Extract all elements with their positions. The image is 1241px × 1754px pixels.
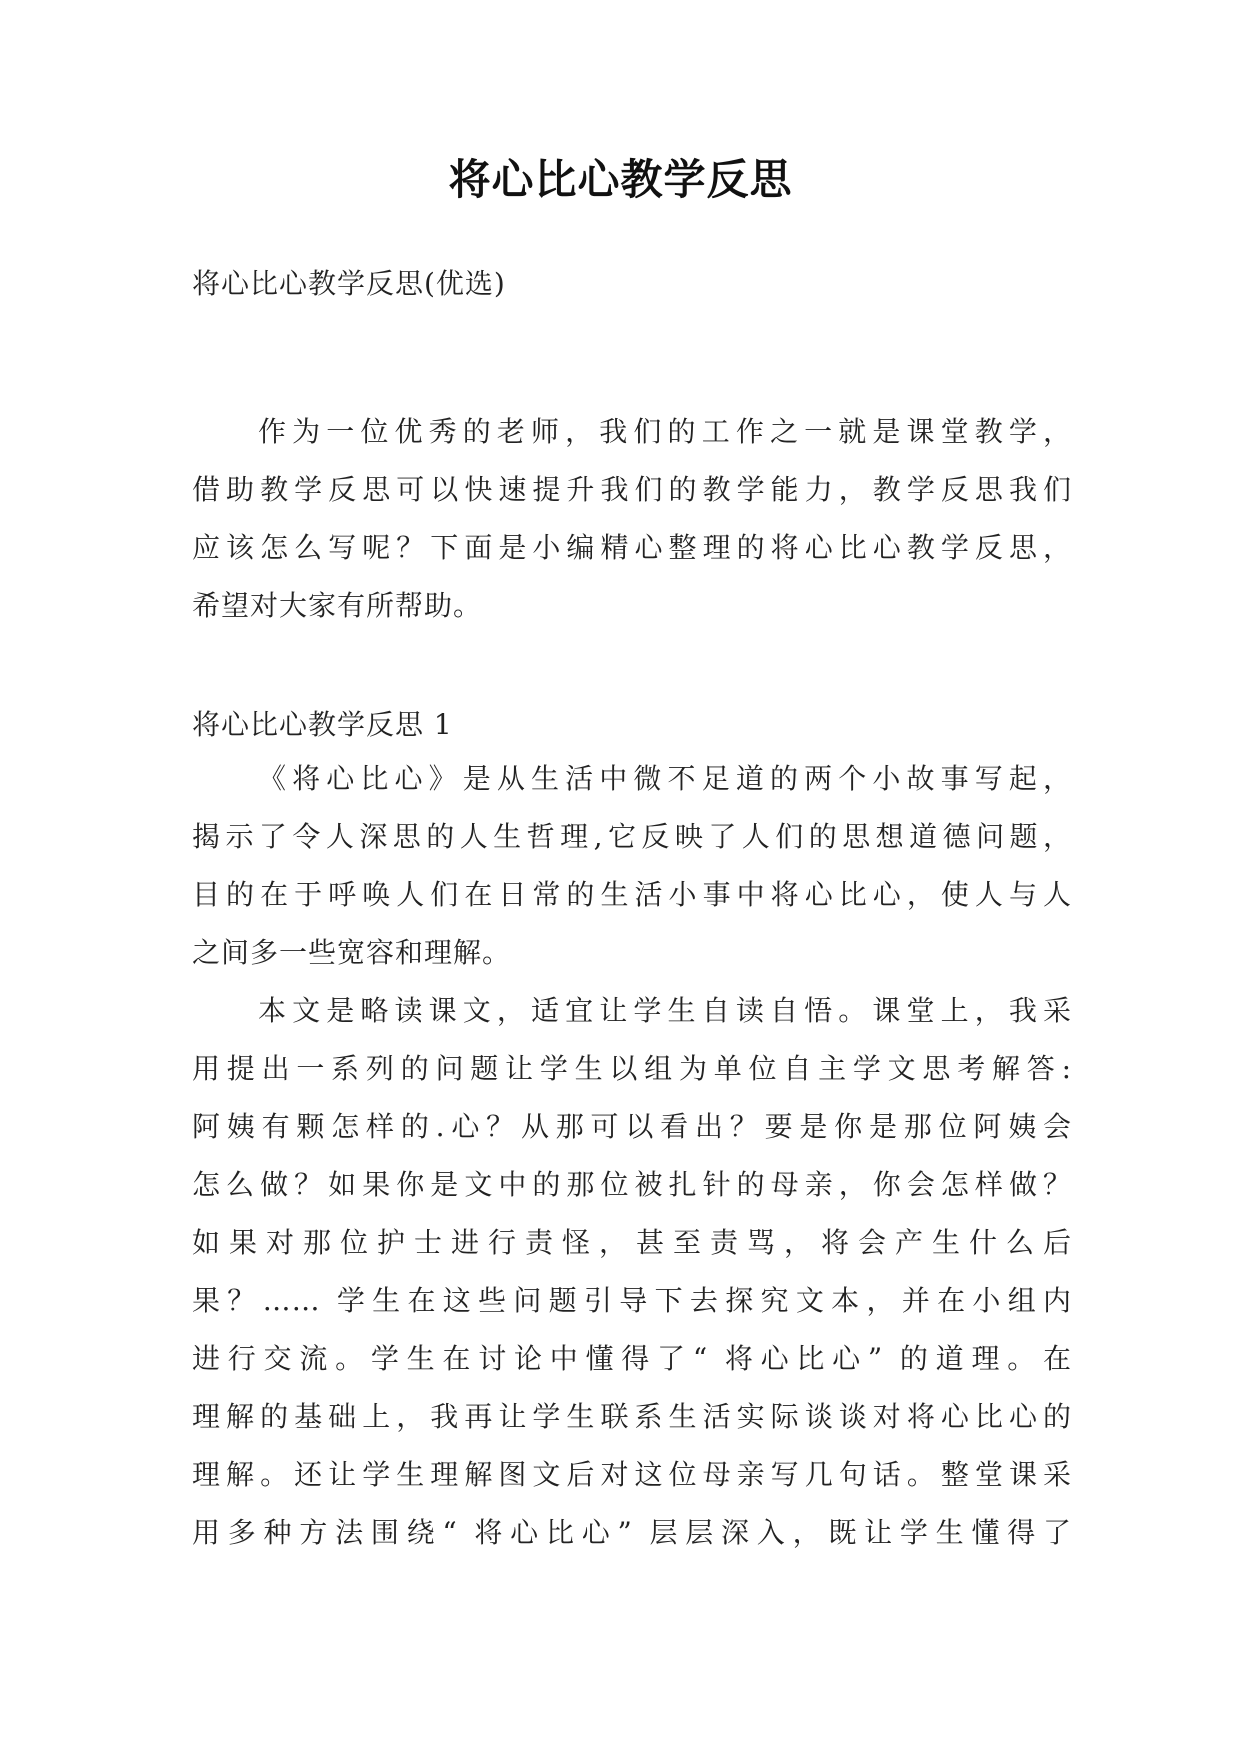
paragraph-2-line: 理解。还让学生理解图文后对这位母亲写几句话。整堂课采	[192, 1458, 1072, 1491]
paragraph-1-line: 《将心比心》是从生活中微不足道的两个小故事写起，	[258, 762, 1072, 795]
paragraph-2-line: 果？…… 学生在这些问题引导下去探究文本，并在小组内	[192, 1284, 1072, 1317]
paragraph-2-line: 进行交流。学生在讨论中懂得了“ 将心比心” 的道理。在	[192, 1342, 1072, 1375]
section-body	[192, 750, 1072, 1562]
paragraph-2-line: 如果对那位护士进行责怪，甚至责骂，将会产生什么后	[192, 1226, 1072, 1259]
paragraph-2-line: 用多种方法围绕“ 将心比心” 层层深入，既让学生懂得了	[192, 1516, 1072, 1549]
paragraph-2-line: 用提出一系列的问题让学生以组为单位自主学文思考解答:	[192, 1052, 1072, 1085]
paragraph-1-line: 之间多一些宽容和理解。	[192, 936, 512, 969]
page-title: 将心比心教学反思	[448, 155, 793, 204]
intro-line: 借助教学反思可以快速提升我们的教学能力，教学反思我们	[192, 473, 1072, 506]
paragraph-2-line: 怎么做？如果你是文中的那位被扎针的母亲，你会怎样做？	[192, 1168, 1072, 1201]
section-heading: 将心比心教学反思 1	[192, 708, 453, 741]
intro-line: 作为一位优秀的老师，我们的工作之一就是课堂教学，	[258, 415, 1072, 448]
paragraph-1-line: 目的在于呼唤人们在日常的生活小事中将心比心，使人与人	[192, 878, 1072, 911]
paragraph-2-line: 阿姨有颗怎样的.心？从那可以看出？要是你是那位阿姨会	[192, 1110, 1072, 1143]
paragraph-2-line: 本文是略读课文，适宜让学生自读自悟。课堂上，我采	[258, 994, 1072, 1027]
document-subtitle: 将心比心教学反思(优选)	[192, 267, 506, 300]
intro-paragraph	[192, 403, 1072, 635]
paragraph-2-line: 理解的基础上，我再让学生联系生活实际谈谈对将心比心的	[192, 1400, 1072, 1433]
intro-line: 应该怎么写呢？下面是小编精心整理的将心比心教学反思，	[192, 531, 1072, 564]
intro-line: 希望对大家有所帮助。	[192, 589, 483, 622]
paragraph-1-line: 揭示了令人深思的人生哲理,它反映了人们的思想道德问题，	[192, 820, 1072, 853]
